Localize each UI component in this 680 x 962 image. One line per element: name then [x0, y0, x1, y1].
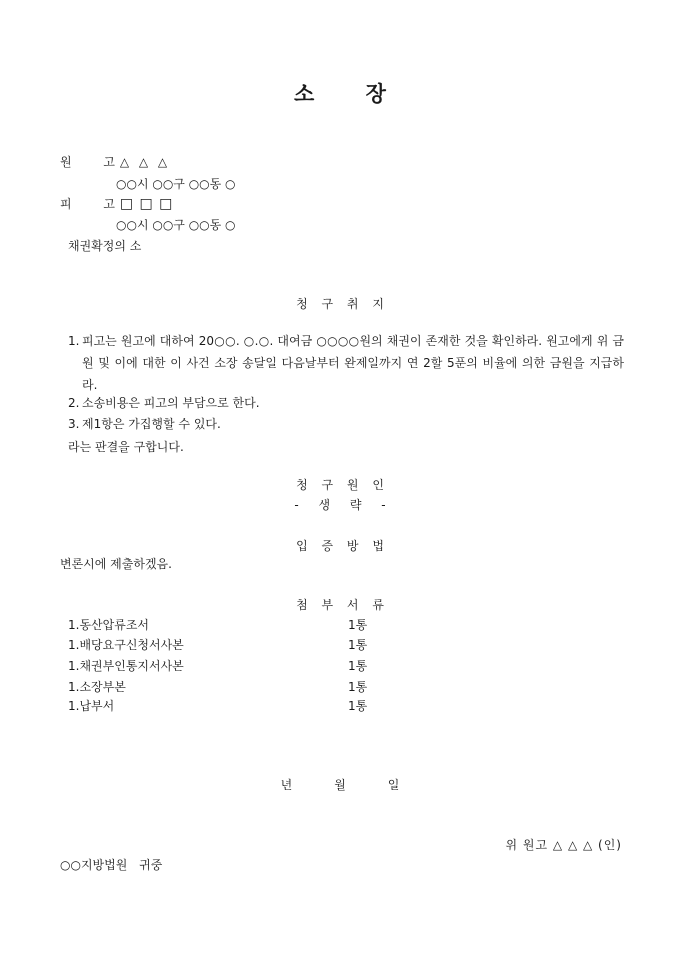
defendant-label: 피 고: [60, 197, 129, 211]
evidence-heading: 입 증 방 법: [296, 539, 389, 553]
date-day: 일: [387, 778, 400, 792]
defendant-name: □ □ □: [119, 196, 174, 212]
claim-purpose-heading: 청 구 취 지: [296, 297, 389, 311]
document-title: 소 장: [294, 81, 408, 106]
attachment-item-name: 1.동산압류조서: [68, 618, 150, 632]
claim-item-2-number: 2.: [68, 396, 80, 410]
claim-item-2-text: 소송비용은 피고의 부담으로 한다.: [82, 396, 260, 410]
plaintiff-row: [60, 153, 170, 170]
claim-closing: 라는 판결을 구합니다.: [68, 440, 184, 454]
attachment-item-name: 1.소장부본: [68, 680, 126, 694]
attachment-item-name: 1.납부서: [68, 699, 115, 713]
claim-cause-body: - 생 략 -: [294, 498, 394, 512]
claim-item-3: [68, 413, 624, 435]
claim-item-1-number: 1.: [68, 334, 80, 348]
plaintiff-name: △ △ △: [119, 155, 171, 169]
attachment-item-qty: 1통: [348, 659, 368, 673]
date-month: 월: [334, 778, 346, 792]
attachment-item-qty: 1통: [348, 638, 368, 652]
plaintiff-label: 원 고: [60, 155, 129, 169]
defendant-row: [60, 195, 173, 212]
case-name: 채권확정의 소: [68, 239, 142, 253]
defendant-address: ○○시 ○○구 ○○동 ○: [116, 218, 236, 232]
attachment-item-name: 1.채권부인통지서사본: [68, 659, 184, 673]
claim-item-3-text: 제1항은 가집행할 수 있다.: [82, 417, 221, 431]
claim-cause-heading: 청 구 원 인: [296, 478, 389, 492]
claim-item-3-number: 3.: [68, 417, 80, 431]
attachment-item-name: 1.배당요구신청서사본: [68, 638, 184, 652]
plaintiff-address: ○○시 ○○구 ○○동 ○: [116, 177, 236, 191]
date-year: 년: [280, 778, 293, 792]
attachment-item-qty: 1통: [348, 618, 368, 632]
attachments-heading: 첨 부 서 류: [296, 598, 389, 612]
date-line: [0, 776, 680, 793]
signature-line: 위 원고 △ △ △ (인): [505, 838, 622, 852]
claim-item-1-text: 피고는 원고에 대하여 20○○. ○.○. 대여금 ○○○○원의 채권이 존재한 것을 확인하라. 원고에게 위 금원 및 이에 대한 이 사건 소장 송달일 다음날부터 완제일까지 연 2할 5푼의 비율에 의한 금원을 지급하라.: [82, 334, 624, 392]
court-addressee: ○○지방법원 귀중: [60, 858, 163, 872]
evidence-body: 변론시에 제출하겠음.: [60, 557, 172, 571]
attachment-item-qty: 1통: [348, 699, 368, 713]
claim-item-1: [68, 330, 624, 396]
attachment-item-qty: 1통: [348, 680, 368, 694]
claim-item-2: [68, 392, 624, 414]
